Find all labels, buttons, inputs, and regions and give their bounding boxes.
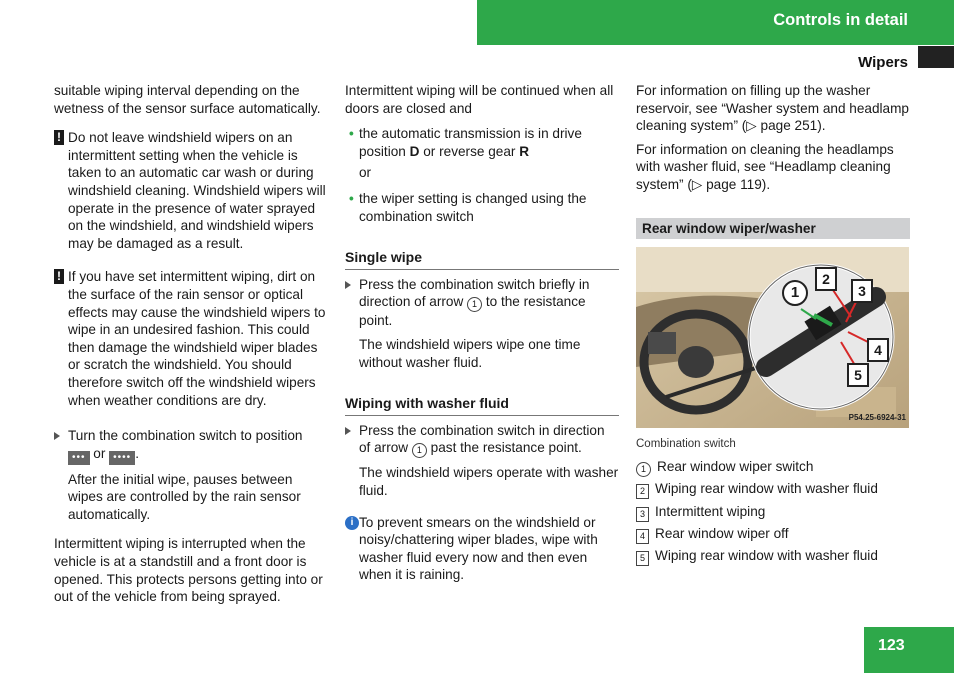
gear-r: R [519, 143, 530, 159]
legend-number: 3 [636, 507, 649, 522]
bullet-dot: • [349, 190, 354, 206]
instruction-step [345, 276, 619, 330]
step-or: or [93, 445, 106, 461]
legend-label: Rear window wiper switch [657, 458, 814, 474]
list-item [345, 190, 619, 225]
legend-item [636, 525, 910, 544]
subheading-single-wipe: Single wipe [345, 249, 619, 270]
subheading-rear-wiper: Rear window wiper/washer [636, 218, 910, 240]
arrow-number-callout: 1 [412, 443, 427, 458]
chapter-title: Controls in detail [773, 11, 908, 29]
warning-text: If you have set intermittent wiping, dirt on the surface of the rain sensor or optical effects may cause the windshield wipers to wipe in an undesired fashion. This could then damage the windshield wiper blades or scratch the windshield. You should therefore switch off the windshield wipers when weather conditions are dry. [68, 269, 326, 408]
page-number-box [864, 627, 954, 673]
warning-note [54, 129, 330, 252]
callout-5: 5 [847, 363, 869, 387]
info-text: To prevent smears on the windshield or noisy/chattering wiper blades, wipe with washer fluid every now and then even when it is raining. [359, 514, 598, 583]
step-text: Press the combination switch in direction of arrow [359, 422, 605, 456]
info-note [345, 514, 619, 584]
step-result: The windshield wipers operate with washer fluid. [359, 465, 619, 498]
intermittent-1-symbol-icon: ••• [68, 451, 90, 465]
step-arrow-icon [54, 432, 60, 440]
callout-1: 1 [782, 280, 808, 306]
column-3 [636, 82, 910, 570]
combination-switch-photo [636, 247, 909, 428]
column-2 [345, 82, 619, 584]
arrow-number-callout: 1 [467, 297, 482, 312]
image-code: P54.25-6924-31 [848, 412, 906, 422]
warning-text: Do not leave windshield wipers on an intermittent setting when the vehicle is taken to an automatic car wash or during windshield cleaning. Windshield wipers will operate in the presence of water sprayed on the windshield, and windshield wipers may be damaged as a result. [68, 130, 326, 251]
step-text: Turn the combination switch to position [68, 428, 303, 444]
intermittent-2-symbol-icon: •••• [109, 451, 135, 465]
legend-item [636, 480, 910, 499]
warning-icon: ! [54, 130, 64, 145]
step-text: to the resistance point. [359, 294, 586, 329]
paragraph: Intermittent wiping is interrupted when the vehicle is at a standstill and a front door is opened. This protects persons getting into or out of the vehicle from being sprayed. [54, 536, 323, 605]
section-title: Wipers [858, 54, 908, 71]
gear-d: D [409, 143, 420, 159]
bullet-dot: • [349, 126, 354, 142]
legend-number: 1 [636, 462, 651, 477]
legend-label: Rear window wiper off [655, 525, 789, 541]
step-text: Press the combination switch briefly in direction of arrow [359, 276, 590, 310]
legend-number: 5 [636, 551, 649, 566]
bullet-text: or reverse gear [423, 143, 516, 159]
callout-3: 3 [851, 279, 873, 303]
legend-item [636, 458, 910, 477]
step-arrow-icon [345, 281, 351, 289]
step-result: After the initial wipe, pauses between wipes are controlled by the rain sensor automatically. [68, 471, 301, 522]
legend-label: Intermittent wiping [655, 503, 766, 519]
figure-caption: Combination switch [636, 438, 736, 451]
bullet-text: the automatic transmission is in drive position [359, 126, 582, 159]
instruction-step [54, 427, 330, 465]
page-number: 123 [878, 637, 905, 654]
warning-icon: ! [54, 269, 64, 284]
instruction-step [345, 422, 619, 459]
step-text: past the resistance point. [430, 440, 582, 456]
step-arrow-icon [345, 427, 351, 435]
bullet-text: the wiper setting is changed using the combination switch [359, 190, 587, 224]
paragraph: suitable wiping interval depending on the wetness of the sensor surface automatically. [54, 83, 321, 116]
step-end: . [135, 445, 139, 461]
warning-note [54, 268, 330, 409]
legend-label: Wiping rear window with washer fluid [655, 548, 878, 564]
legend-number: 4 [636, 529, 649, 544]
paragraph: For information on cleaning the headlamps with washer fluid, see “Headlamp cleaning system” (▷ page 119). [636, 141, 894, 192]
section-tab [918, 46, 954, 68]
subheading-washer-fluid: Wiping with washer fluid [345, 395, 619, 416]
list-item [345, 125, 619, 160]
legend-label: Wiping rear window with washer fluid [655, 481, 878, 497]
callout-4: 4 [867, 338, 889, 362]
step-result: The windshield wipers wipe one time without washer fluid. [359, 336, 581, 370]
column-1 [54, 82, 330, 612]
callout-2: 2 [815, 267, 837, 291]
legend-item [636, 547, 910, 566]
paragraph: Intermittent wiping will be continued when all doors are closed and [345, 83, 614, 116]
legend-item [636, 503, 910, 522]
info-icon: i [345, 516, 359, 530]
paragraph: For information on filling up the washer reservoir, see “Washer system and headlamp cleaning system” (▷ page 251). [636, 83, 909, 134]
or-text: or [359, 165, 372, 181]
legend-number: 2 [636, 484, 649, 499]
